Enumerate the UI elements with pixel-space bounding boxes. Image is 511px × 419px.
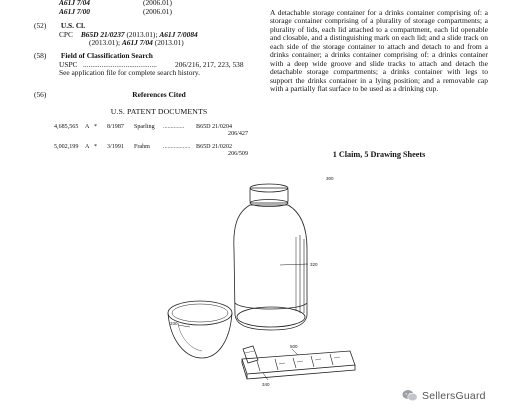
section-number: (52): [34, 21, 47, 30]
reference-list: [54, 124, 254, 164]
references-heading-line: [34, 91, 260, 100]
ref-number: 5,002,199: [54, 144, 79, 150]
int-cl-date: (2006.01): [143, 0, 172, 7]
drinking-cup: [168, 301, 232, 358]
cpc-date: (2013.01): [154, 38, 184, 48]
reference-row: [54, 124, 254, 131]
ref-mark: *: [94, 124, 98, 130]
ref-leader-dots: ..............: [163, 124, 185, 130]
chat-bubbles-icon: [402, 389, 418, 402]
ref-class: B65D 21/0202: [196, 144, 233, 150]
cpc-label: CPC: [59, 29, 73, 39]
leader-line: [178, 325, 190, 327]
figure-label: 300: [326, 176, 334, 181]
cpc-code: A61J 7/0084: [159, 29, 198, 39]
us-cl-section: [34, 22, 254, 48]
abstract-text: A detachable storage container for a drinks container comprising of: a storage container comprising of a plurality of storage compartments; a plurality of lids, each lid attached to a compartment, each lid openable and closable, and a distinguishing mark on each lid; and a slide track on each side of the storage container to attach and detach to and from a drinks container; a drinks container comprising of: a drinks container with a deep wide groove and slide tracks to attach and detach the detachable storage compartments; a drinks container with legs to support the drinks container in a lying position; and a removable cap with a partially flat surface to be used as a drinking cup.: [270, 8, 488, 94]
us-patent-documents-heading: U.S. PATENT DOCUMENTS: [110, 107, 208, 116]
uspc-label: USPC: [59, 59, 78, 69]
tray-label: 500: [290, 344, 298, 349]
ref-leader-dots: ..................: [163, 144, 191, 150]
field-search-heading: Field of Classification Search: [60, 51, 153, 60]
reference-entry: [54, 144, 254, 164]
storage-tray: [242, 346, 355, 379]
cpc-date: (2013.01);: [89, 38, 120, 48]
int-cl-row: [59, 8, 199, 17]
leader-line: [263, 373, 268, 380]
watermark: [402, 389, 486, 402]
cpc-date: (2013.01);: [126, 29, 158, 39]
references-heading: References Cited: [132, 90, 186, 99]
section-number: (58): [34, 51, 47, 60]
uspc-values: 206/216, 217, 223, 538: [175, 59, 244, 69]
bottle-body: [234, 205, 307, 330]
uspc-leader-dots: ........................................: [83, 60, 157, 69]
ref-date: 8/1987: [107, 124, 124, 130]
ref-number: 4,685,565: [54, 124, 79, 130]
reference-row: [54, 144, 254, 151]
tray-base-label: 340: [262, 382, 270, 387]
reference-entry: [54, 124, 254, 144]
int-cl-code: A61J 7/04: [59, 0, 91, 7]
int-cl-code: A61J 7/00: [59, 6, 91, 16]
section-number: (56): [34, 90, 47, 99]
ref-kind: A: [85, 144, 90, 150]
ref-class: B65D 21/0204: [196, 124, 233, 130]
ref-kind: A: [85, 124, 90, 130]
ref-name: Frahm: [134, 144, 150, 150]
cup-label: 330: [170, 321, 178, 326]
references-section: [34, 91, 260, 117]
field-search-section: [34, 52, 254, 78]
cpc-code: B65D 21/0237: [80, 29, 125, 39]
ref-class-secondary: 206/509: [228, 151, 248, 157]
ref-mark: *: [94, 144, 98, 150]
int-cl-section: [59, 0, 199, 16]
int-cl-date: (2006.01): [143, 6, 172, 16]
ref-name: Sparling: [134, 124, 155, 130]
ref-class-secondary: 206/427: [228, 131, 248, 137]
cpc-code: A61J 7/04: [121, 38, 153, 48]
leader-line: [292, 349, 298, 355]
us-cl-heading: U.S. Cl.: [60, 21, 86, 30]
patent-drawing: [150, 165, 370, 400]
bottle-label: 320: [310, 262, 318, 267]
bottle-cap: [250, 184, 288, 207]
claims-summary: 1 Claim, 5 Drawing Sheets: [332, 150, 426, 159]
us-cl-cpc-line-2: [34, 39, 254, 48]
watermark-text: SellersGuard: [422, 389, 486, 402]
ref-date: 3/1991: [107, 144, 124, 150]
search-history-note: See application file for complete search history.: [59, 68, 200, 78]
